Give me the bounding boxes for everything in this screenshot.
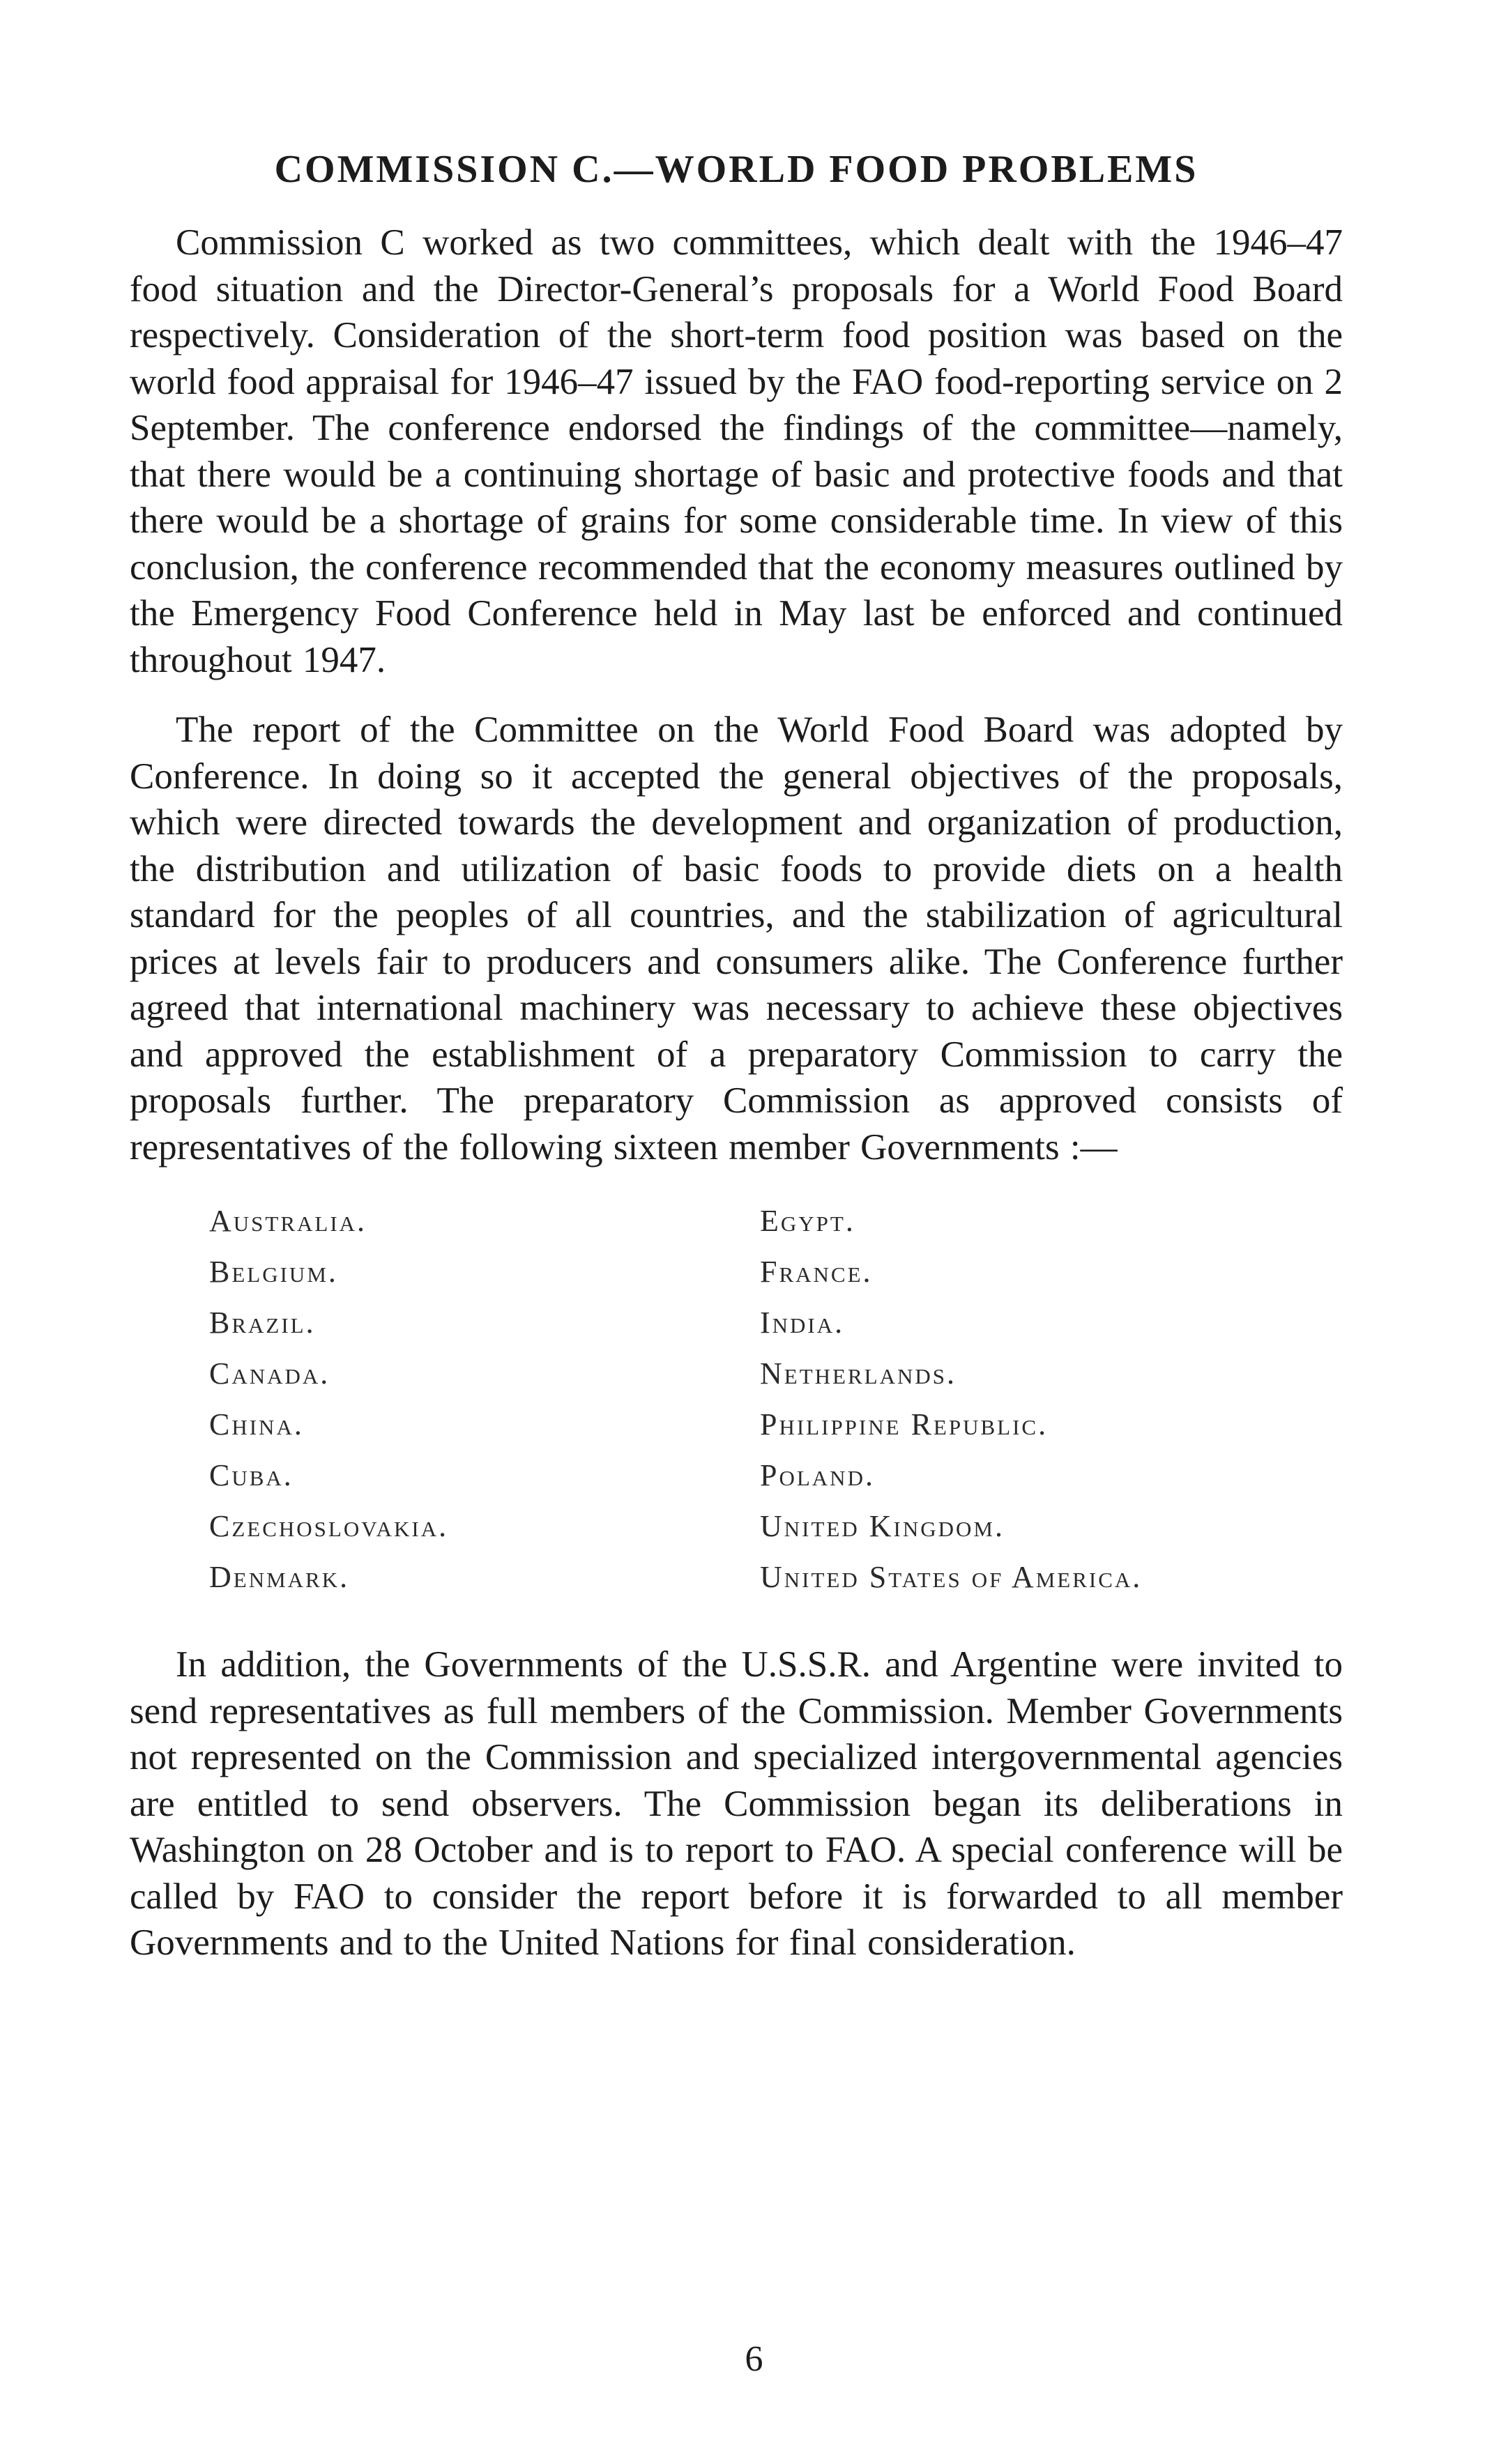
country-item: China. [209,1407,304,1442]
country-item: Brazil. [209,1306,316,1340]
countries-column-left [209,1195,760,1602]
country-item: France. [760,1255,873,1290]
countries-column-right [760,1195,1142,1602]
country-item: United Kingdom. [760,1509,1005,1544]
country-item: Egypt. [760,1204,855,1239]
paragraph-additional-members: In addition, the Governments of the U.S.S.R. and Argentine were invited to send representatives as full members of the Commission. Member Governments not represented on the Commission and specialized intergovernmental agencies are entitled to send observers. The Commission began its deliberations in Washington on 28 October and is to report to FAO. A special conference will be called by FAO to consider the report before it is forwarded to all member Governments and to the United Nations for final consideration. [130,1644,1343,1964]
country-item: Poland. [760,1458,875,1493]
country-item: Belgium. [209,1255,338,1290]
country-item: Canada. [209,1356,330,1391]
page-number: 6 [745,2339,763,2379]
country-item: Australia. [209,1204,367,1239]
country-item: Cuba. [209,1458,294,1493]
country-item: Philippine Republic. [760,1407,1049,1442]
paragraph-food-situation: Commission C worked as two committees, which dealt with the 1946–47 food situation and the Director-General’s proposals for a World Food Board respectively. Consideration of the short-term food position was based on the world food appraisal for 1946–47 issued by the FAO food-reporting service on 2 September. The conference endorsed the findings of the committee—namely, that there would be a continuing shortage of basic and protective foods and that there would be a shortage of grains for some considerable time. In view of this conclusion, the conference recommended that the economy measures outlined by the Emergency Food Conference held in May last be enforced and continued throughout 1947. [130,222,1343,680]
country-item: Denmark. [209,1560,350,1595]
country-item: India. [760,1306,845,1340]
section-heading: COMMISSION C.—WORLD FOOD PROBLEMS [274,148,1198,191]
document-page [130,146,1343,1966]
country-item: United States of America. [760,1560,1143,1595]
country-item: Netherlands. [760,1356,957,1391]
country-item: Czechoslovakia. [209,1509,449,1544]
member-governments-list [209,1195,1343,1602]
paragraph-world-food-board: The report of the Committee on the World Food Board was adopted by Conference. In doing so it accepted the general objectives of the proposals, which were directed towards the development and organization of production, the distribution and utilization of basic foods to provide diets on a health standard for the peoples of all countries, and the stabilization of agricultural prices at levels fair to producers and consumers alike. The Conference further agreed that international machinery was necessary to achieve these objectives and approved the establishment of a preparatory Commission to carry the proposals further. The preparatory Commission as approved consists of representatives of the following sixteen member Governments :— [130,710,1343,1168]
